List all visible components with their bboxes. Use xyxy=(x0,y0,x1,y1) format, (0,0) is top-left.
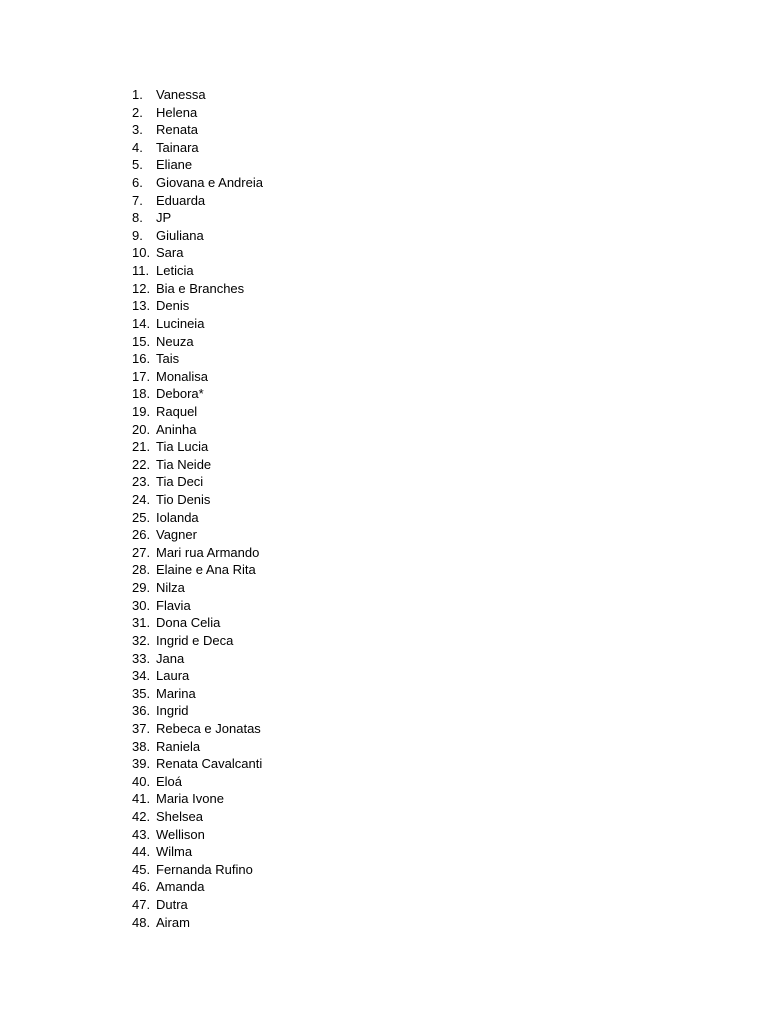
list-item-number: 19. xyxy=(132,403,151,419)
list-item-number: 26. xyxy=(132,527,151,543)
list-item-number: 28. xyxy=(132,562,151,578)
list-item-number: 3. xyxy=(132,122,143,138)
list-item-number: 41. xyxy=(132,791,151,807)
list-item xyxy=(132,156,263,174)
list-item xyxy=(132,632,263,650)
list-item-name: Raquel xyxy=(156,403,198,419)
list-item-name: Laura xyxy=(156,668,190,684)
list-item-name: Dutra xyxy=(156,897,188,913)
list-item xyxy=(132,104,263,122)
list-item-number: 34. xyxy=(132,668,151,684)
list-item-name: Amanda xyxy=(156,879,205,895)
list-item-number: 27. xyxy=(132,544,151,560)
list-item-number: 10. xyxy=(132,245,151,261)
list-item-number: 14. xyxy=(132,315,151,331)
list-item xyxy=(132,174,263,192)
list-item-name: Marina xyxy=(156,685,196,701)
list-item xyxy=(132,333,263,351)
list-item-number: 20. xyxy=(132,421,151,437)
list-item-name: Flavia xyxy=(156,597,191,613)
list-item xyxy=(132,685,263,703)
list-item-name: Tais xyxy=(156,351,180,367)
list-item-name: Tia Neide xyxy=(156,456,212,472)
list-item-number: 16. xyxy=(132,351,151,367)
list-item-name: Giuliana xyxy=(156,227,204,243)
list-item-name: Helena xyxy=(156,104,198,120)
list-item xyxy=(132,808,263,826)
list-item-number: 47. xyxy=(132,897,151,913)
list-item-number: 29. xyxy=(132,580,151,596)
list-item xyxy=(132,773,263,791)
list-item-number: 38. xyxy=(132,738,151,754)
list-item-name: Iolanda xyxy=(156,509,199,525)
list-item-number: 15. xyxy=(132,333,151,349)
list-item xyxy=(132,192,263,210)
list-item-name: Wellison xyxy=(156,826,205,842)
list-item-name: Neuza xyxy=(156,333,194,349)
list-item-number: 13. xyxy=(132,298,151,314)
list-item xyxy=(132,262,263,280)
list-item-name: Tia Lucia xyxy=(156,439,209,455)
list-item-name: Debora* xyxy=(156,386,204,402)
list-item xyxy=(132,790,263,808)
list-item-name: Jana xyxy=(156,650,185,666)
list-item-name: Denis xyxy=(156,298,190,314)
list-item-number: 18. xyxy=(132,386,151,402)
list-item xyxy=(132,280,263,298)
list-item xyxy=(132,650,263,668)
list-item xyxy=(132,385,263,403)
list-item-name: Tio Denis xyxy=(156,492,211,508)
list-item xyxy=(132,244,263,262)
list-item-name: Raniela xyxy=(156,738,201,754)
list-item-name: Tainara xyxy=(156,139,199,155)
list-item-number: 21. xyxy=(132,439,151,455)
list-item xyxy=(132,456,263,474)
list-item-name: Wilma xyxy=(156,844,193,860)
list-item-number: 5. xyxy=(132,157,143,173)
list-item-number: 35. xyxy=(132,685,151,701)
list-item-name: Dona Celia xyxy=(156,615,221,631)
list-item-name: Eloá xyxy=(156,773,183,789)
list-item-name: Aninha xyxy=(156,421,197,437)
list-item-name: Renata Cavalcanti xyxy=(156,756,263,772)
list-item xyxy=(132,438,263,456)
list-item xyxy=(132,720,263,738)
list-item xyxy=(132,878,263,896)
list-item xyxy=(132,491,263,509)
numbered-name-list xyxy=(132,86,263,931)
list-item xyxy=(132,826,263,844)
list-item-number: 36. xyxy=(132,703,151,719)
list-item-number: 30. xyxy=(132,597,151,613)
list-item-number: 31. xyxy=(132,615,151,631)
list-item xyxy=(132,896,263,914)
list-item xyxy=(132,579,263,597)
list-item-name: JP xyxy=(156,210,172,226)
list-item-name: Eduarda xyxy=(156,192,206,208)
list-item xyxy=(132,561,263,579)
list-item xyxy=(132,315,263,333)
list-item-name: Nilza xyxy=(156,580,185,596)
list-item-number: 48. xyxy=(132,914,151,930)
list-item-name: Ingrid xyxy=(156,703,189,719)
list-item-name: Vanessa xyxy=(156,87,206,102)
list-item-number: 17. xyxy=(132,368,151,384)
list-item-number: 7. xyxy=(132,192,143,208)
list-item xyxy=(132,614,263,632)
list-item xyxy=(132,139,263,157)
list-item-name: Lucineia xyxy=(156,315,205,331)
list-item xyxy=(132,914,263,932)
list-item-name: Eliane xyxy=(156,157,193,173)
list-item xyxy=(132,509,263,527)
list-item-name: Bia e Branches xyxy=(156,280,245,296)
list-item xyxy=(132,209,263,227)
list-item-number: 40. xyxy=(132,773,151,789)
list-item-name: Rebeca e Jonatas xyxy=(156,720,261,736)
list-item xyxy=(132,403,263,421)
list-item xyxy=(132,350,263,368)
list-item-name: Fernanda Rufino xyxy=(156,861,253,877)
list-item-name: Monalisa xyxy=(156,368,209,384)
list-item-name: Maria Ivone xyxy=(156,791,224,807)
list-item-number: 42. xyxy=(132,808,151,824)
list-item-name: Shelsea xyxy=(156,808,203,824)
list-item xyxy=(132,121,263,139)
list-item xyxy=(132,544,263,562)
list-item-number: 24. xyxy=(132,492,151,508)
list-item-name: Renata xyxy=(156,122,198,138)
list-item-number: 45. xyxy=(132,861,151,877)
list-item-name: Mari rua Armando xyxy=(156,544,260,560)
list-item-name: Vagner xyxy=(156,527,197,543)
list-item xyxy=(132,843,263,861)
list-item xyxy=(132,597,263,615)
list-item xyxy=(132,702,263,720)
list-item-number: 39. xyxy=(132,756,151,772)
list-item xyxy=(132,368,263,386)
list-item xyxy=(132,297,263,315)
list-item xyxy=(132,667,263,685)
list-item-number: 22. xyxy=(132,456,151,472)
list-item-number: 25. xyxy=(132,509,151,525)
list-item-name: Ingrid e Deca xyxy=(156,632,234,648)
list-item-name: Airam xyxy=(156,914,190,930)
list-item-number: 1. xyxy=(132,87,143,102)
list-item-number: 44. xyxy=(132,844,151,860)
list-item xyxy=(132,421,263,439)
list-item-name: Sara xyxy=(156,245,184,261)
list-item xyxy=(132,526,263,544)
list-item-name: Elaine e Ana Rita xyxy=(156,562,256,578)
list-item-name: Tia Deci xyxy=(156,474,204,490)
list-item xyxy=(132,738,263,756)
list-item-number: 12. xyxy=(132,280,151,296)
list-item-number: 23. xyxy=(132,474,151,490)
list-item-number: 43. xyxy=(132,826,151,842)
list-item-number: 9. xyxy=(132,227,143,243)
list-item-number: 33. xyxy=(132,650,151,666)
list-item xyxy=(132,227,263,245)
list-item-number: 46. xyxy=(132,879,151,895)
list-item xyxy=(132,861,263,879)
list-item-number: 4. xyxy=(132,139,143,155)
list-item-number: 32. xyxy=(132,632,151,648)
list-item-name: Giovana e Andreia xyxy=(156,175,263,191)
list-item-name: Leticia xyxy=(156,263,194,279)
list-item xyxy=(132,473,263,491)
list-item-number: 37. xyxy=(132,720,151,736)
list-item-number: 8. xyxy=(132,210,143,226)
list-item-number: 2. xyxy=(132,104,143,120)
list-item xyxy=(132,86,263,104)
list-item-number: 6. xyxy=(132,175,143,191)
list-item xyxy=(132,755,263,773)
list-item-number: 11. xyxy=(132,263,150,279)
